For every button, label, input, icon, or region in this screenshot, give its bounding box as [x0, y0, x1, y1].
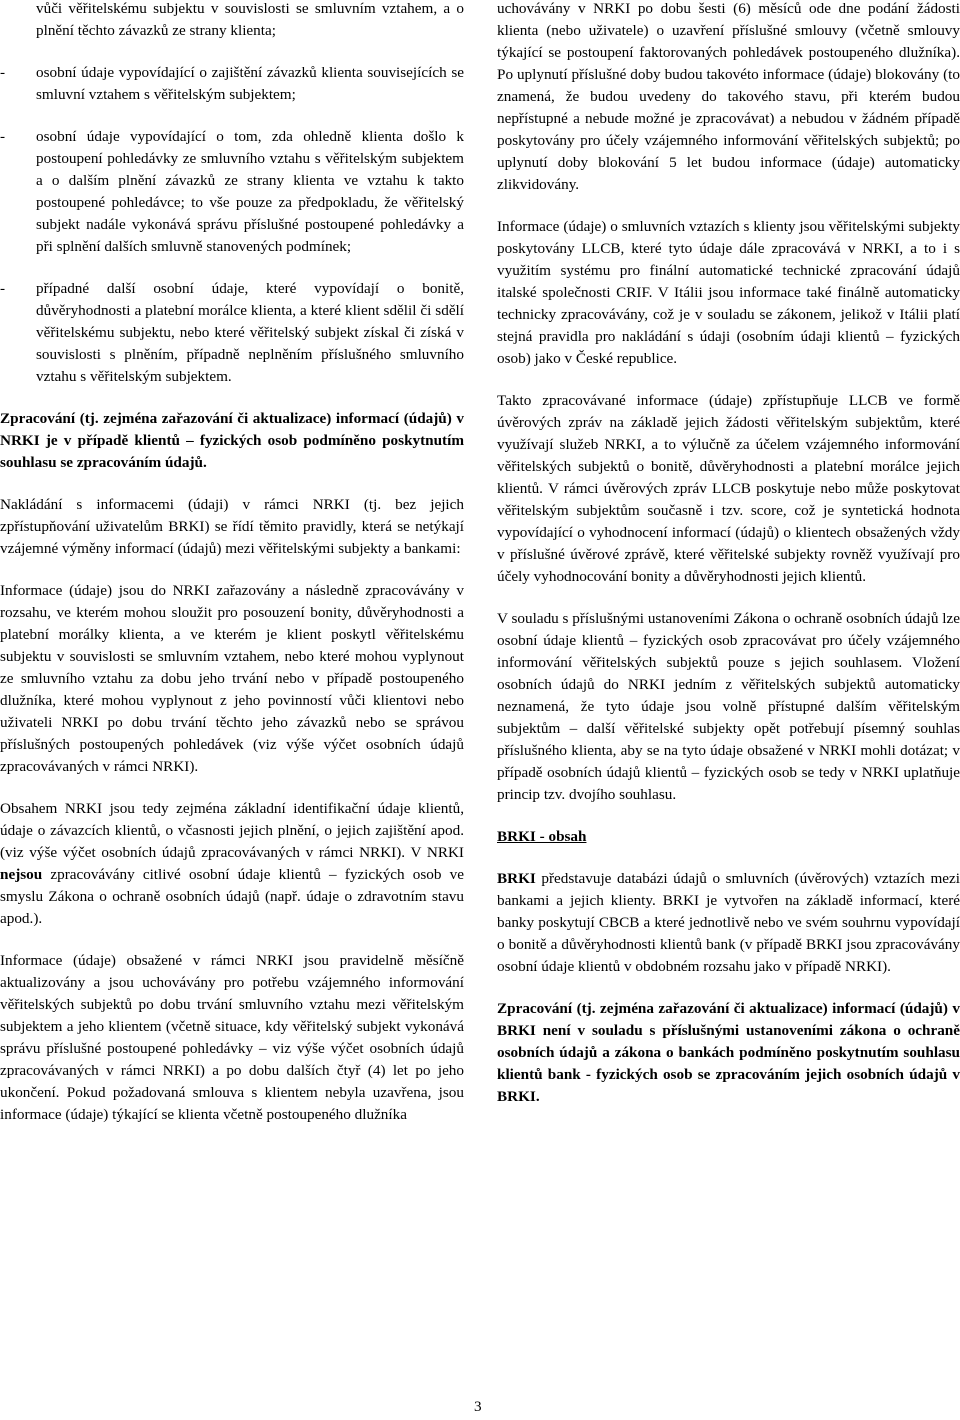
bold-paragraph-nrki-consent: Zpracování (tj. zejména zařazování či aktualizace) informací (údajů) v NRKI je v případě klientů – fyzických osob podmíněno poskytnutím souhlasu se zpracováním údajů.	[0, 410, 464, 471]
list-item-continuation: vůči věřitelskému subjektu v souvislosti se smluvním vztahem, a o plnění těchto závazků ze strany klienta;	[36, 0, 464, 39]
paragraph: Informace (údaje) obsažené v rámci NRKI jsou pravidelně měsíčně aktualizovány a jsou uchovávány pro potřebu vzájemného informování věřitelských subjektů po dobu trvání smluvního vztahu mezi věřitelským subjektem a jeho klientem (včetně situace, kdy věřitelský subjekt vykonává správu příslušné postoupené pohledávky – viz výše výčet osobních údajů zpracovávaných v rámci NRKI) a po dobu dalších čtyř (4) let po jeho ukončení. Pokud požadovaná smlouva s klientem nebyla uzavřena, jsou informace (údaje) týkající se klienta včetně postoupeného dlužníka	[0, 952, 464, 1123]
paragraph-text: zpracovávány citlivé osobní údaje klientů – fyzických osob ve smyslu Zákona o ochraně osobních údajů (např. údaje o zdravotním stavu apod.).	[0, 866, 464, 927]
paragraph: Takto zpracovávané informace (údaje) zpřístupňuje LLCB ve formě úvěrových zpráv na základě jejich žádosti věřitelským subjektům, které využívají služeb NRKI, a to výlučně za účelem vzájemného informování věřitelských subjektů o bonitě, důvěryhodnosti a platební morálce jejich klientů. V rámci úvěrových zpráv LLCB poskytuje nebo může poskytovat věřitelským subjektům současně i tzv. score, což je syntetická hodnota vypovídající o vyhodnocení informací (údajů) o klientech obsažených vždy v příslušné úvěrové zprávě, které věřitelské subjekty rovněž využívají pro účely vyhodnocování bonity a důvěryhodnosti jejich klientů.	[497, 392, 960, 585]
paragraph-text: Obsahem NRKI jsou tedy zejména základní identifikační údaje klientů, údaje o závazcích klientů, o včasnosti jejich plnění, o jejich zajištění apod. (viz výše výčet osobních údajů zpracovávaných v rámci NRKI). V NRKI	[0, 800, 464, 861]
list-dash: -	[0, 64, 6, 81]
emphasis-text: BRKI	[497, 870, 536, 887]
list-item	[0, 62, 464, 106]
paragraph: V souladu s příslušnými ustanoveními Zákona o ochraně osobních údajů lze osobní údaje klientů – fyzických osob zpracovávat pro účely vzájemného informování věřitelských subjektů pouze s jejich souhlasem. Vložení osobních údajů do NRKI jedním z věřitelských subjektů automaticky neznamená, že tyto údaje jsou volně přístupné dalším věřitelským subjektům – další věřitelské subjekty opět potřebují písemný souhlas příslušného klienta, aby se na tyto údaje obsažené v NRKI mohli dotázat; v případě osobních údajů klientů – fyzických osob se tedy v NRKI uplatňuje princip tzv. dvojího souhlasu.	[497, 610, 960, 803]
list-item	[0, 278, 464, 388]
list-dash: -	[0, 280, 6, 297]
emphasis-text: nejsou	[0, 866, 43, 883]
list-item-text: osobní údaje vypovídající o zajištění závazků klienta souvisejících se smluvní vztahem s věřitelským subjektem;	[36, 64, 464, 103]
left-column	[0, 0, 464, 1146]
list-item	[0, 126, 464, 258]
paragraph-text: představuje databázi údajů o smluvních (úvěrových) vztazích mezi bankami a jejich klienty. BRKI je vytvořen na základě informací, které banky poskytují CBCB a které jednotlivě nebo ve svém souhrnu vypovídají o bonitě a důvěryhodnosti klientů bank (v případě BRKI jsou zpracovávány osobní údaje klientů v obdobném rozsahu jako v případě NRKI).	[497, 870, 960, 975]
right-column	[497, 0, 960, 1128]
list-dash: -	[0, 128, 6, 145]
list-item-text: případné další osobní údaje, které vypovídají o bonitě, důvěryhodnosti a platební morálce klienta, a které klient sdělil či sdělí věřitelskému subjektu, nebo které věřitelský subjekt získal či získá v souvislosti s plněním, případně neplněním příslušného smluvního vztahu s věřitelským subjektem.	[36, 280, 464, 385]
list-item-text: osobní údaje vypovídající o tom, zda ohledně klienta došlo k postoupení pohledávky ze smluvního vztahu s věřitelským subjektem a o dalším plnění závazků ze strany klienta ve vztahu k takto postoupené pohledávce; to vše pouze za předpokladu, že věřitelský subjekt nadále vykonává správu příslušné postoupené pohledávky a při splnění dalších smluvně stanovených podmínek;	[36, 128, 464, 255]
paragraph: uchovávány v NRKI po dobu šesti (6) měsíců ode dne podání žádosti klienta (nebo uživatele) o uzavření příslušné smlouvy (včetně smlouvy týkající se postoupení faktorovaných pohledávek postoupeného dlužníka). Po uplynutí příslušné doby budou takovéto informace (údaje) blokovány (to znamená, že budou uvedeny do takového stavu, při kterém budou nepřístupné a nebude možné je zpracovávat) a nebudou v žádném případě poskytovány pro účely vzájemného informování věřitelských subjektů; po uplynutí doby blokování 5 let budou informace (údaje) automaticky zlikvidovány.	[497, 0, 960, 193]
paragraph	[0, 798, 464, 930]
paragraph: Informace (údaje) jsou do NRKI zařazovány a následně zpracovávány v rozsahu, ve kterém mohou sloužit pro posouzení bonity, důvěryhodnosti a platební morálky klienta, a ve kterém je klient poskytl věřitelskému subjektu v souvislosti se smluvním vztahem, nebo které mohou vyplynout ze smluvního vztahu za dobu jeho trvání nebo v případě postoupeného dlužníka, které mohou vyplynout z jeho povinností vůči klientovi nebo uživateli NRKI po dobu trvání těchto jeho závazků nebo se správou příslušných postoupených pohledávek (viz výše výčet osobních údajů zpracovávaných v rámci NRKI).	[0, 582, 464, 775]
paragraph	[497, 868, 960, 978]
page-number: 3	[474, 1398, 482, 1415]
paragraph: Informace (údaje) o smluvních vztazích s klienty jsou věřitelskými subjekty poskytovány LLCB, které tyto údaje dále zpracovává v NRKI, a to i s využitím systému pro finální automatické technické zpracování údajů italské společnosti CRIF. V Itálii jsou informace také finálně automaticky technicky zpracovávány, což je v souladu se zákonem, jelikož v Itálii platí stejná pravidla pro nakládání s údaji (osobním údaji klientů – fyzických osob) jako v České republice.	[497, 218, 960, 367]
section-heading: BRKI - obsah	[497, 828, 587, 845]
paragraph: Nakládání s informacemi (údaji) v rámci NRKI (tj. bez jejich zpřístupňování uživatelům BRKI) se řídí těmito pravidly, která se netýkají vzájemné výměny informací (údajů) mezi věřitelskými subjekty a bankami:	[0, 496, 464, 557]
bold-paragraph-brki-consent: Zpracování (tj. zejména zařazování či aktualizace) informací (údajů) v BRKI není v souladu s příslušnými ustanoveními zákona o ochraně osobních údajů a zákona o bankách podmíněno poskytnutím souhlasu klientů bank - fyzických osob se zpracováním jejich osobních údajů v BRKI.	[497, 1000, 960, 1105]
